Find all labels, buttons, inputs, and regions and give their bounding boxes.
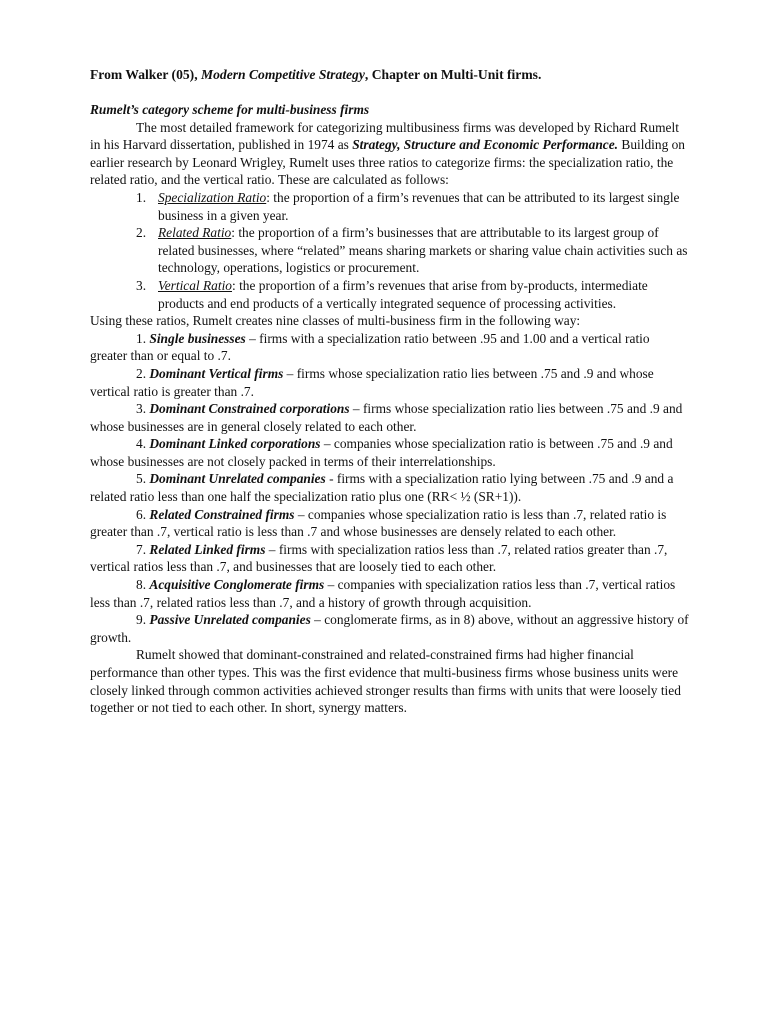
class-term: Dominant Vertical firms [149,365,284,381]
ratio-number: 2. [136,225,147,241]
intro-text-1: The most detailed framework for categorizing multibusiness firms was developed by Richard Rumelt in his Harvard dissertation, published in 1974 as [90,119,679,153]
class-item [90,435,690,470]
ratio-term: Vertical Ratio [158,277,233,293]
class-description: – companies whose specialization ratio is less than .7, related ratio is greater than .7, vertical ratio is less than .7 and whose businesses are densely related to each other. [90,506,667,540]
class-item [90,330,690,365]
ratio-item [90,224,690,277]
ratio-number: 3. [136,277,147,293]
class-term: Acquisitive Conglomerate firms [149,577,325,593]
class-description: – firms whose specialization ratio lies between .75 and .9 and whose businesses are in general closely related to each other. [90,401,683,434]
class-item [90,470,690,505]
header-prefix: From Walker (05), [90,67,202,82]
ratio-description: : the proportion of a firm’s revenues that arise from by-products, intermediate products and end products of a vertically integrated sequence of processing activities. [158,277,648,311]
class-description: – firms with a specialization ratio between .95 and 1.00 and a vertical ratio greater than or equal to .7. [90,330,650,364]
class-number: 1. [136,330,150,346]
conclusion-paragraph: Rumelt showed that dominant-constrained and related-constrained firms had higher financial performance than other types. This was the first evidence that multi-business firms whose business units were closely linked through common activities achieved stronger results than firms with units that were loosely tied together or not tied to each other. In short, synergy matters. [90,647,681,716]
class-description: - firms with a specialization ratio lying between .75 and .9 and a related ratio less than one half the specialization ratio plus one (RR< ½ (SR+1)). [90,471,674,505]
ratio-description: : the proportion of a firm’s revenues that can be attributed to its largest single business in a given year. [158,189,680,223]
class-number: 7. [136,541,150,557]
ratio-item [90,189,690,224]
class-term: Related Linked firms [149,541,266,557]
intro-paragraph [90,119,690,189]
class-item [90,611,690,646]
class-term: Dominant Unrelated companies [149,471,326,487]
class-term: Passive Unrelated companies [149,612,311,628]
class-item [90,365,690,400]
document-header [90,66,710,84]
class-number: 4. [136,436,150,452]
section-title: Rumelt’s category scheme for multi-business firms [90,102,370,117]
class-item [90,576,690,611]
intro-text-2: Building on earlier research by Leonard Wrigley, Rumelt uses three ratios to categorize firms: the specialization ratio, the related ratio, and the vertical ratio. These are calculated as follows: [90,137,686,188]
class-number: 6. [136,506,150,522]
class-number: 2. [136,365,150,381]
ratio-term: Related Ratio [158,225,232,241]
class-item [90,506,690,541]
class-number: 3. [136,401,150,417]
class-description: – companies whose specialization ratio is between .75 and .9 and whose businesses are not closely packed in terms of their interrelationships. [90,436,673,469]
class-description: – firms with specialization ratios less than .7, related ratios greater than .7, vertical ratios less than .7, and businesses that are loosely tied to each other. [90,541,668,575]
class-term: Related Constrained firms [149,506,295,522]
header-book-title: Modern Competitive Strategy [201,67,365,82]
ratio-term: Specialization Ratio [158,189,267,205]
class-item [90,400,690,435]
class-term: Dominant Constrained corporations [149,401,350,417]
class-term: Dominant Linked corporations [149,436,321,452]
ratio-number: 1. [136,189,147,205]
class-number: 9. [136,612,150,628]
class-number: 5. [136,471,150,487]
header-suffix: , Chapter on Multi-Unit firms. [364,67,542,82]
ratio-list [90,189,690,312]
class-item [90,541,690,576]
class-description: – companies with specialization ratios less than .7, vertical ratios less than .7, related ratios less than .7, and a history of growth through acquisition. [90,577,676,610]
class-number: 8. [136,577,150,593]
class-description: – firms whose specialization ratio lies between .75 and .9 and whose vertical ratio is greater than .7. [90,365,654,399]
classes-intro: Using these ratios, Rumelt creates nine classes of multi-business firm in the following way: [90,313,581,329]
ratio-description: : the proportion of a firm’s businesses that are attributable to its largest group of related businesses, where “related” means sharing markets or sharing value chain activities such as technology, operations, logistics or procurement. [158,225,688,276]
class-description: – conglomerate firms, as in 8) above, without an aggressive history of growth. [90,612,689,645]
intro-book-title: Strategy, Structure and Economic Performance. [352,137,619,153]
document-body [90,101,690,717]
ratio-item [90,277,690,312]
class-term: Single businesses [149,330,246,346]
